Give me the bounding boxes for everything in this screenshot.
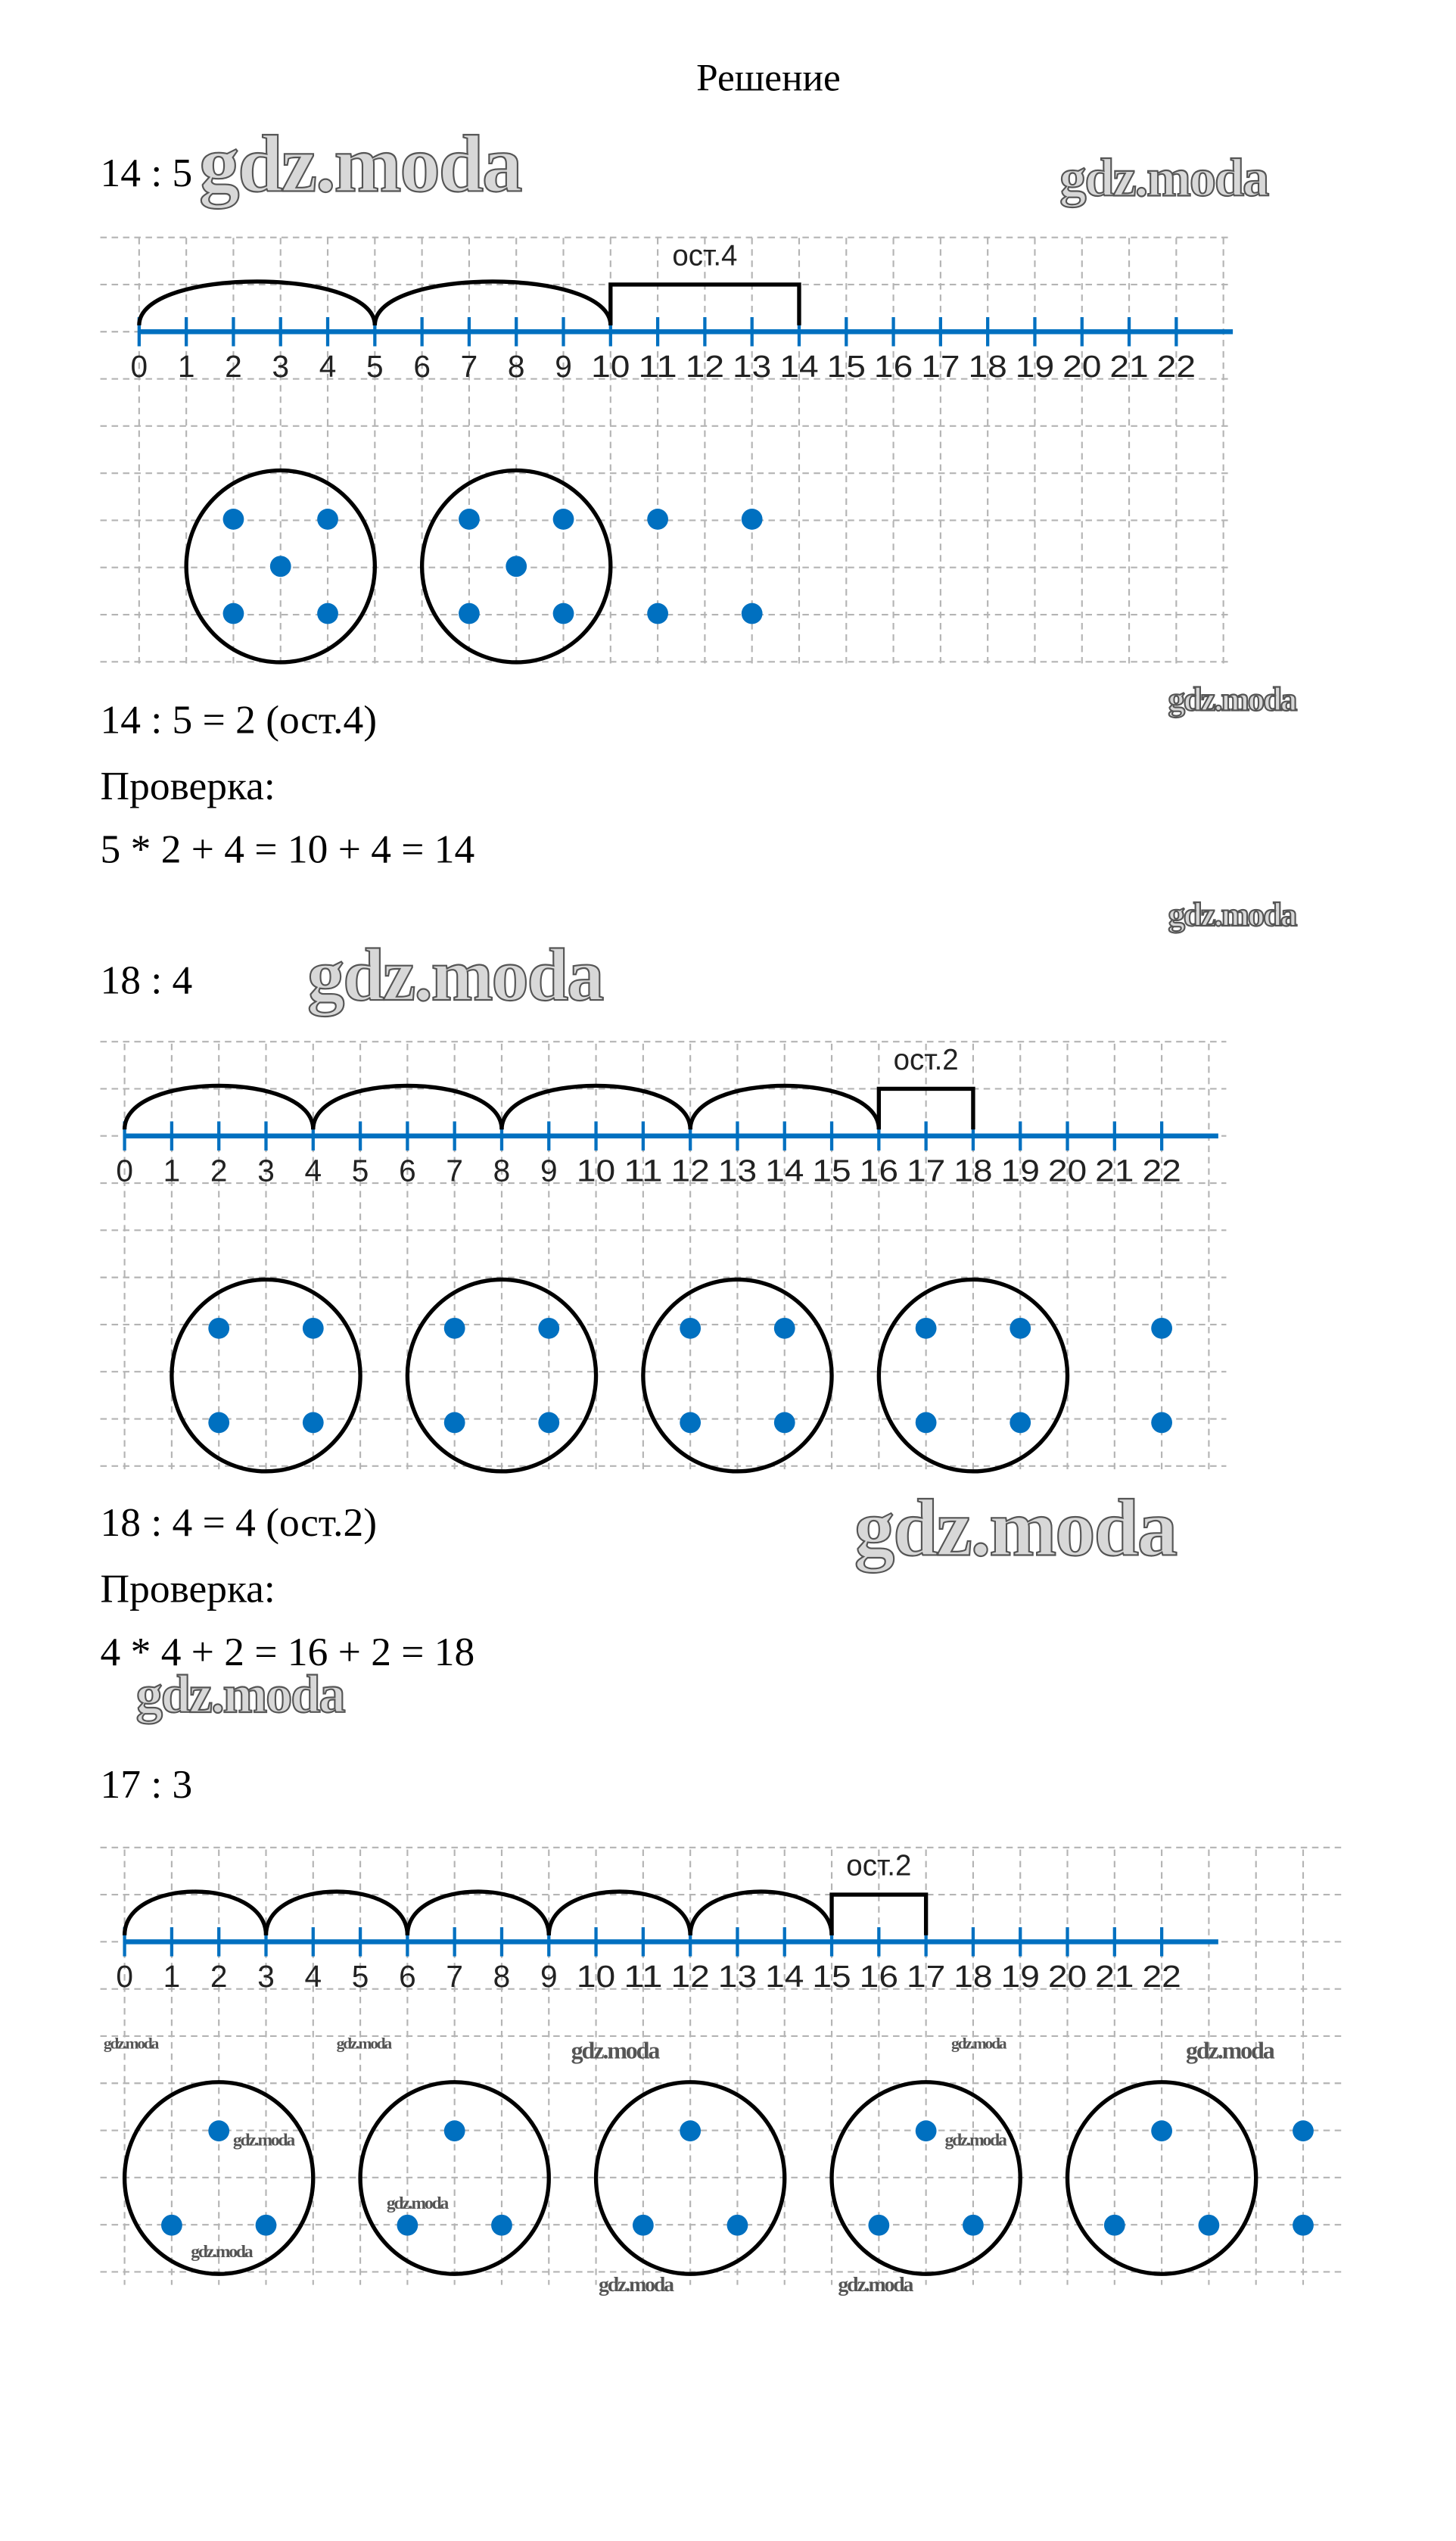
object-dot: [680, 1412, 701, 1434]
object-dot: [208, 2120, 229, 2141]
jump-arc: [690, 1892, 832, 1935]
task-1-figure: [101, 238, 1234, 664]
tick-label: 22: [1156, 349, 1196, 385]
object-dot: [1199, 2215, 1220, 2236]
object-dot: [633, 2215, 654, 2236]
remainder-label: ост.2: [893, 1043, 959, 1076]
tick-label: 15: [812, 1153, 851, 1188]
object-dot: [491, 2215, 512, 2236]
tick-label: 20: [1062, 349, 1102, 385]
watermark: gdz.moda: [571, 2038, 659, 2065]
task-3-figure: [101, 1848, 1343, 2285]
tick-label: 18: [954, 1959, 993, 1994]
tick-label: 17: [921, 349, 960, 385]
tick-label: 19: [1000, 1959, 1040, 1994]
tick-label: 18: [954, 1153, 993, 1188]
jump-arc: [407, 1892, 549, 1935]
object-dot: [506, 556, 527, 577]
remainder-label: ост.4: [672, 239, 738, 272]
tick-label: 18: [968, 349, 1007, 385]
object-dot: [916, 1318, 937, 1339]
tick-label: 21: [1109, 349, 1149, 385]
watermark: gdz.moda: [336, 2035, 391, 2054]
remainder-label: ост.2: [846, 1849, 912, 1882]
task-2-result: 18 : 4 = 4 (ост.2): [100, 1501, 378, 1546]
object-dot: [161, 2215, 182, 2236]
tick-label: 22: [1142, 1959, 1181, 1994]
object-dot: [397, 2215, 418, 2236]
object-dot: [208, 1412, 229, 1434]
watermark: gdz.moda: [1059, 150, 1268, 209]
object-dot: [868, 2215, 889, 2236]
object-dot: [317, 603, 338, 624]
watermark: gdz.moda: [198, 118, 521, 209]
tick-label: 2: [225, 349, 242, 385]
tick-label: 8: [493, 1959, 511, 1994]
tick-label: 3: [257, 1153, 275, 1188]
tick-label: 21: [1095, 1959, 1134, 1994]
object-dot: [916, 1412, 937, 1434]
tick-label: 6: [399, 1153, 416, 1188]
tick-label: 12: [670, 1959, 710, 1994]
tick-label: 9: [540, 1959, 558, 1994]
remainder-dot: [742, 509, 763, 530]
tick-label: 3: [257, 1959, 275, 1994]
tick-label: 13: [733, 349, 772, 385]
tick-label: 5: [366, 349, 384, 385]
tick-label: 13: [717, 1959, 758, 1994]
object-dot: [459, 603, 480, 624]
tick-label: 12: [685, 349, 725, 385]
task-1-check: 5 * 2 + 4 = 10 + 4 = 14: [100, 828, 475, 873]
tick-label: 6: [399, 1959, 416, 1994]
object-dot: [444, 1318, 465, 1339]
tick-label: 14: [765, 1153, 804, 1188]
watermark: gdz.moda: [135, 1666, 344, 1725]
task-1-header: 14 : 5: [100, 151, 193, 196]
object-dot: [1151, 2120, 1172, 2141]
tick-label: 19: [1000, 1153, 1040, 1188]
tick-label: 10: [576, 1959, 616, 1994]
tick-label: 7: [446, 1959, 463, 1994]
remainder-dot: [1151, 1318, 1172, 1339]
watermark: gdz.moda: [191, 2242, 252, 2262]
jump-arc: [139, 282, 375, 325]
tick-label: 3: [272, 349, 290, 385]
tick-label: 20: [1047, 1959, 1087, 1994]
object-dot: [538, 1412, 559, 1434]
object-dot: [680, 1318, 701, 1339]
object-dot: [774, 1412, 795, 1434]
tick-label: 12: [670, 1153, 710, 1188]
tick-label: 0: [116, 1959, 133, 1994]
tick-label: 5: [351, 1959, 369, 1994]
object-dot: [303, 1412, 324, 1434]
tick-label: 7: [446, 1153, 463, 1188]
object-dot: [963, 2215, 984, 2236]
tick-label: 11: [638, 349, 677, 385]
jump-arc: [266, 1892, 407, 1935]
object-dot: [727, 2215, 748, 2236]
watermark: gdz.moda: [854, 1482, 1177, 1573]
remainder-dot: [742, 603, 763, 624]
object-dot: [553, 603, 574, 624]
jump-arc: [125, 1892, 266, 1935]
task-1-check-label: Проверка:: [100, 765, 275, 809]
tick-label: 9: [540, 1153, 558, 1188]
object-dot: [303, 1318, 324, 1339]
watermark: gdz.moda: [944, 2131, 1006, 2151]
object-dot: [916, 2120, 937, 2141]
remainder-dot: [1293, 2215, 1314, 2236]
tick-label: 21: [1095, 1153, 1134, 1188]
object-dot: [459, 509, 480, 530]
watermark: gdz.moda: [386, 2194, 448, 2214]
tick-label: 16: [859, 1153, 898, 1188]
page-title: Решение: [696, 58, 841, 101]
tick-label: 1: [163, 1153, 181, 1188]
object-dot: [223, 509, 244, 530]
jump-arc: [375, 282, 610, 325]
object-dot: [1010, 1412, 1031, 1434]
tick-label: 7: [460, 349, 478, 385]
object-dot: [680, 2120, 701, 2141]
object-dot: [317, 509, 338, 530]
tick-label: 15: [812, 1959, 851, 1994]
object-dot: [223, 603, 244, 624]
task-2-header: 18 : 4: [100, 959, 193, 1004]
object-dot: [444, 2120, 465, 2141]
tick-label: 4: [304, 1959, 322, 1994]
tick-label: 16: [873, 349, 913, 385]
watermark: gdz.moda: [232, 2131, 294, 2151]
tick-label: 10: [576, 1153, 616, 1188]
remainder-dot: [1293, 2120, 1314, 2141]
task-3-header: 17 : 3: [100, 1764, 193, 1808]
tick-label: 0: [130, 349, 148, 385]
remainder-dot: [647, 509, 668, 530]
watermark: gdz.moda: [1168, 895, 1296, 934]
tick-label: 17: [906, 1153, 946, 1188]
tick-label: 22: [1142, 1153, 1181, 1188]
tick-label: 4: [319, 349, 337, 385]
task-1-result: 14 : 5 = 2 (ост.4): [100, 699, 378, 743]
tick-label: 14: [765, 1959, 804, 1994]
tick-label: 9: [555, 349, 572, 385]
tick-label: 11: [624, 1153, 663, 1188]
object-dot: [538, 1318, 559, 1339]
tick-label: 6: [413, 349, 431, 385]
watermark: gdz.moda: [838, 2272, 913, 2297]
tick-label: 0: [116, 1153, 133, 1188]
tick-label: 10: [591, 349, 630, 385]
object-dot: [208, 1318, 229, 1339]
remainder-dot: [647, 603, 668, 624]
task-2-figure: [101, 1042, 1227, 1472]
tick-label: 2: [210, 1959, 228, 1994]
watermark: gdz.moda: [307, 933, 603, 1017]
object-dot: [1010, 1318, 1031, 1339]
tick-label: 8: [507, 349, 525, 385]
tick-label: 5: [351, 1153, 369, 1188]
tick-label: 14: [779, 349, 819, 385]
object-dot: [256, 2215, 277, 2236]
tick-label: 11: [624, 1959, 663, 1994]
tick-label: 1: [163, 1959, 181, 1994]
tick-label: 19: [1015, 349, 1055, 385]
tick-label: 4: [304, 1153, 322, 1188]
tick-label: 8: [493, 1153, 511, 1188]
tick-label: 2: [210, 1153, 228, 1188]
watermark: gdz.moda: [598, 2272, 673, 2297]
watermark: gdz.moda: [951, 2035, 1006, 2054]
watermark: gdz.moda: [1186, 2038, 1274, 2065]
jump-arc: [549, 1892, 690, 1935]
watermark: gdz.moda: [1168, 679, 1296, 719]
object-dot: [1104, 2215, 1125, 2236]
object-dot: [553, 509, 574, 530]
tick-label: 17: [906, 1959, 946, 1994]
task-2-check: 4 * 4 + 2 = 16 + 2 = 18: [100, 1630, 475, 1675]
tick-label: 15: [826, 349, 866, 385]
remainder-dot: [1151, 1412, 1172, 1434]
tick-label: 16: [859, 1959, 898, 1994]
tick-label: 20: [1047, 1153, 1087, 1188]
object-dot: [774, 1318, 795, 1339]
task-2-check-label: Проверка:: [100, 1568, 275, 1612]
object-dot: [444, 1412, 465, 1434]
tick-label: 13: [717, 1153, 758, 1188]
object-dot: [270, 556, 291, 577]
watermark: gdz.moda: [103, 2035, 158, 2054]
tick-label: 1: [177, 349, 195, 385]
